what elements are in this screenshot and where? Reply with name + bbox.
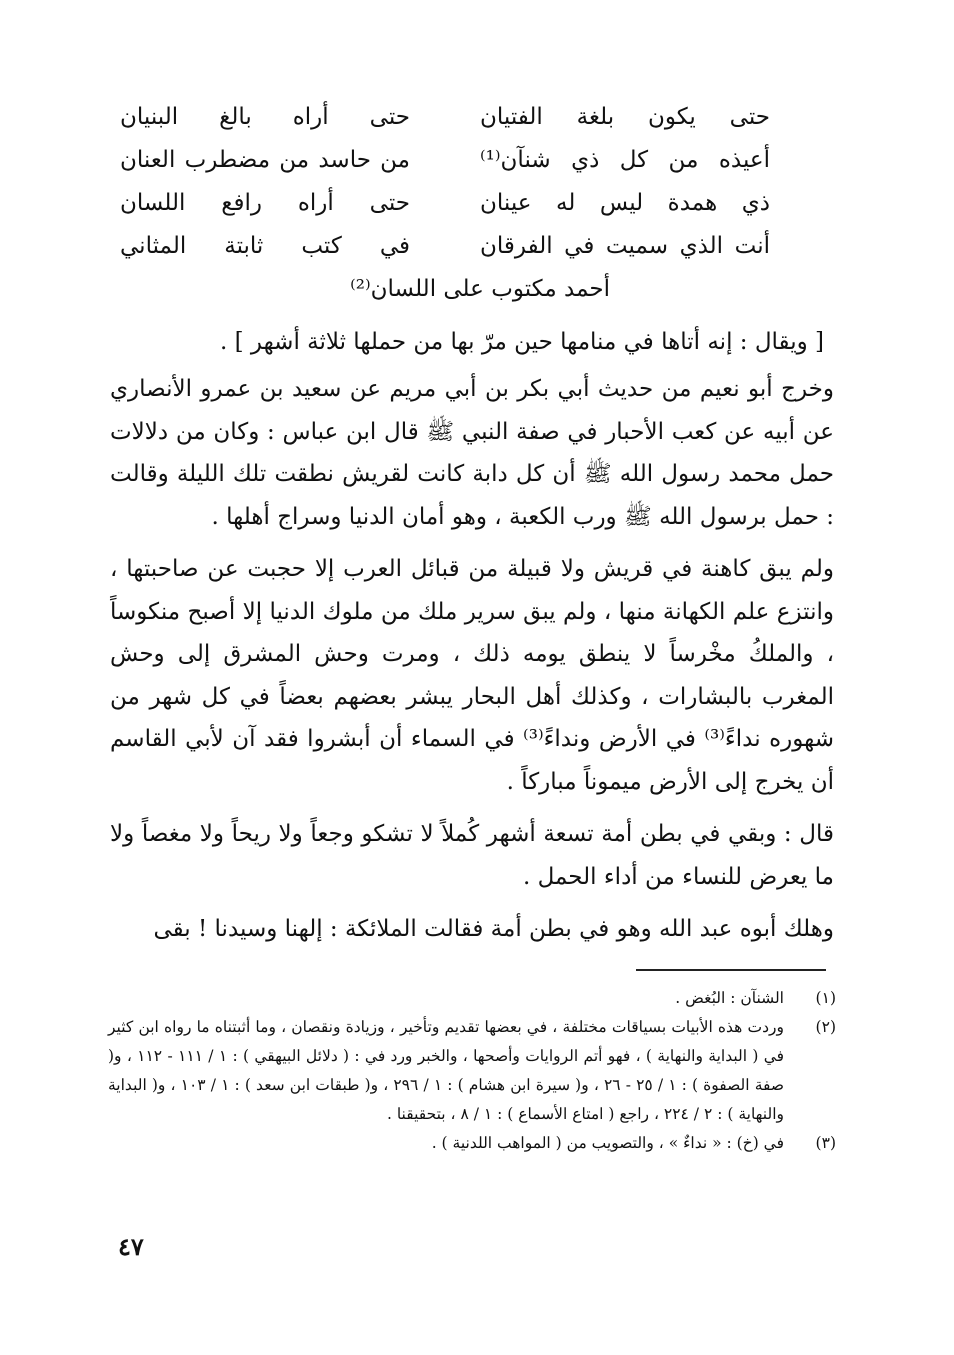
poem-verse bbox=[110, 182, 790, 225]
verse-first-hemistich: أعيذه من كل ذي شنآن⁽¹⁾ bbox=[480, 147, 770, 173]
footnotes bbox=[108, 984, 836, 1158]
footnote bbox=[108, 1013, 836, 1129]
footnote bbox=[108, 1129, 836, 1158]
verse-first-hemistich: أنت الذي سميت في الفرقان bbox=[480, 233, 770, 259]
paragraph: ولم يبق كاهنة في قريش ولا قبيلة من قبائل العرب إلا حجبت عن صاحبتها ، وانتزع علم الكهانة منها ، ولم يبق سرير ملك من ملوك الدنيا إلا أصبح منكوساً ، والملكُ مخْرساً لا ينطق يومه ذلك ، ومرت وحش المشرق إلى وحش المغرب بالبشارات ، وكذلك أهل البحار يبشر بعضهم بعضاً في كل شهر من شهوره نداءً⁽³⁾ في الأرض ونداءً⁽³⁾ في السماء أن أبشروا فقد آن لأبي القاسم أن يخرج إلى الأرض ميموناً مباركاً . bbox=[110, 556, 834, 795]
footnote bbox=[108, 984, 836, 1013]
poem-verse-single bbox=[110, 268, 790, 311]
footnote-number: (٣) bbox=[815, 1134, 836, 1152]
paragraph: وهلك أبوه عبد الله وهو في بطن أمة فقالت الملائكة : إلهنا وسيدنا ! بقى bbox=[153, 916, 834, 942]
footnote-separator bbox=[636, 969, 826, 971]
poem-verse bbox=[110, 139, 790, 182]
poem-verse bbox=[110, 96, 790, 139]
footnote-text: الشنآن : البُغض . bbox=[675, 989, 784, 1007]
body-text bbox=[110, 368, 834, 961]
footnote-text: وردت هذه الأبيات بسياقات مختلفة ، في بعضها تقديم وتأخير ، وزيادة ونقصان ، وما أثبتناه ما رواه ابن كثير في ( البداية والنهاية ) ، فهو أتم الروايات وأصحها ، والخبر ورد في : ( دلائل البيهقي ) : ١ / ١١١ - ١١٢ ، و( صفة الصفوة ) : ١ / ٢٥ - ٢٦ ، و( سيرة ابن هشام ) : ١ / ٢٩٦ ، و( طبقات ابن سعد ) : ١ / ١٠٣ ، و( البداية والنهاية ) : ٢ / ٢٢٤ ، راجع ( امتاع الأسماع ) : ١ / ٨ ، بتحقيقنا . bbox=[108, 1018, 785, 1123]
footnote-text: في (خ) : « نداءٌ » ، والتصويب من ( المواهب اللدنية ) . bbox=[431, 1134, 784, 1152]
page-number: ٤٧ bbox=[118, 1232, 144, 1261]
bracketed-note-line: [ ويقال : إنه أتاها في منامها حين مرّ بها من حملها ثلاثة أشهر ] . bbox=[219, 329, 824, 355]
verse-second-hemistich: حتى أراه رافع اللسان bbox=[120, 190, 410, 216]
verse-second-hemistich: من حاسد من مضطرب العنان bbox=[120, 147, 410, 173]
footnote-number: (١) bbox=[815, 989, 836, 1007]
paragraph: وخرج أبو نعيم من حديث أبي بكر بن أبي مريم عن سعيد بن عمرو الأنصاري عن أبيه عن كعب الأحبار في صفة النبي ﷺ قال ابن عباس : وكان من دلالات حمل محمد رسول الله ﷺ أن كل دابة كانت لقريش نطقت تلك الليلة وقالت : حمل برسول الله ﷺ ورب الكعبة ، وهو أمان الدنيا وسراج أهلها . bbox=[110, 376, 834, 530]
verse-first-hemistich: حتى يكون بلغة الفتيان bbox=[480, 104, 770, 130]
verse-second-hemistich: في كتب ثابتة المثاني bbox=[120, 233, 410, 259]
poem-block bbox=[110, 96, 790, 311]
verse-first-hemistich: أحمد مكتوب على اللسان⁽²⁾ bbox=[350, 276, 610, 302]
verse-first-hemistich: ذي همدة ليس له عينان bbox=[480, 190, 770, 216]
verse-second-hemistich: حتى أراه بالغ البنيان bbox=[120, 104, 410, 130]
footnote-number: (٢) bbox=[815, 1018, 836, 1036]
paragraph: قال : وبقي في بطن أمة تسعة أشهر كُملاً لا تشكو وجعاً ولا ريحاً ولا مغصاً ولا ما يعرض للنساء من أداء الحمل . bbox=[110, 821, 834, 890]
poem-verse bbox=[110, 225, 790, 268]
